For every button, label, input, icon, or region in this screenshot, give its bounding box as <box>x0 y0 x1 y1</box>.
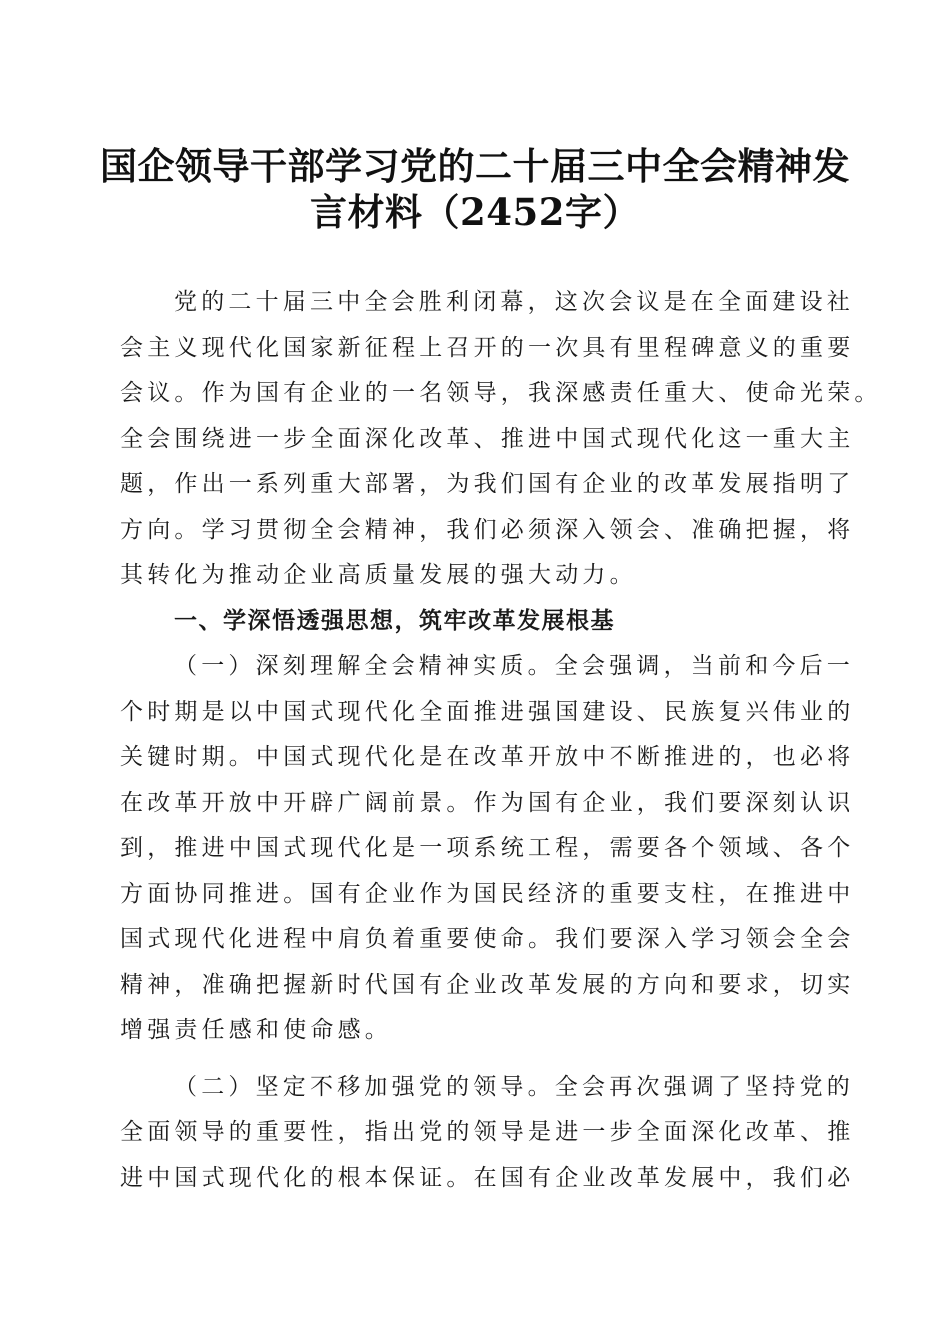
paragraph-line: 会主义现代化国家新征程上召开的一次具有里程碑意义的重要 <box>120 334 855 361</box>
paragraph-line: 国式现代化进程中肩负着重要使命。我们要深入学习领会全会 <box>120 926 855 952</box>
paragraph-line: 方面协同推进。国有企业作为国民经济的重要支柱，在推进中 <box>120 880 855 907</box>
paragraph-line: 关键时期。中国式现代化是在改革开放中不断推进的，也必将 <box>120 744 855 770</box>
document-title-line-2: 言材料（2452字） <box>310 190 640 234</box>
document-title-line-1: 国企领导干部学习党的二十届三中全会精神发 <box>100 144 850 188</box>
paragraph-line: 全会围绕进一步全面深化改革、推进中国式现代化这一重大主 <box>120 425 855 452</box>
paragraph-gap <box>120 1054 840 1065</box>
paragraph-line: 党的二十届三中全会胜利闭幕，这次会议是在全面建设社 <box>174 289 854 315</box>
paragraph-line: 到，推进中国式现代化是一项系统工程，需要各个领域、各个 <box>120 835 855 861</box>
paragraph-line: （一）深刻理解全会精神实质。全会强调，当前和今后一 <box>174 653 854 679</box>
paragraph-line: 题，作出一系列重大部署，为我们国有企业的改革发展指明了 <box>120 471 855 497</box>
paragraph-line: 其转化为推动企业高质量发展的强大动力。 <box>120 562 637 588</box>
paragraph-line: 增强责任感和使命感。 <box>120 1017 392 1043</box>
document-body <box>120 280 882 1201</box>
paragraph-line: 会议。作为国有企业的一名领导，我深感责任重大、使命光荣。 <box>120 380 882 406</box>
paragraph-line: 精神，准确把握新时代国有企业改革发展的方向和要求，切实 <box>120 971 855 998</box>
section-heading: 一、学深悟透强思想，筑牢改革发展根基 <box>174 607 615 634</box>
paragraph-line: 在改革开放中开辟广阔前景。作为国有企业，我们要深刻认识 <box>120 789 855 816</box>
paragraph-line: 进中国式现代化的根本保证。在国有企业改革发展中，我们必 <box>120 1164 855 1191</box>
paragraph-line: 方向。学习贯彻全会精神，我们必须深入领会、准确把握，将 <box>120 516 855 543</box>
paragraph-line: （二）坚定不移加强党的领导。全会再次强调了坚持党的 <box>174 1073 854 1100</box>
paragraph-line: 个时期是以中国式现代化全面推进强国建设、民族复兴伟业的 <box>120 698 855 725</box>
paragraph-line: 全面领导的重要性，指出党的领导是进一步全面深化改革、推 <box>120 1119 855 1145</box>
